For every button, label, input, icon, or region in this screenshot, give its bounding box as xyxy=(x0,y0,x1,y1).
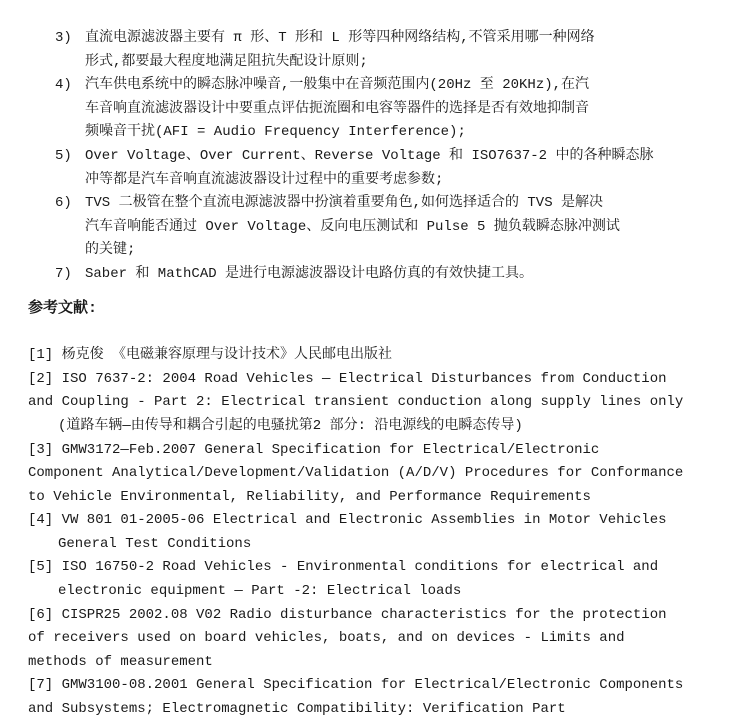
text-line: 车音响直流滤波器设计中要重点评估扼流圈和电容等器件的选择是否有效地抑制音 xyxy=(85,100,589,117)
list-item-text xyxy=(85,145,705,192)
text-line: 频噪音干扰(AFI = Audio Frequency Interference); xyxy=(85,124,466,141)
text-line: Saber 和 MathCAD 是进行电源滤波器设计电路仿真的有效快捷工具。 xyxy=(85,265,534,282)
text-line: 汽车供电系统中的瞬态脉冲噪音,一般集中在音频范围内(20Hz 至 20KHz),在汽 xyxy=(85,77,590,94)
text-line: 冲等都是汽车音响直流滤波器设计过程中的重要考虑参数; xyxy=(85,171,444,188)
conclusion-item xyxy=(55,145,705,192)
conclusion-item xyxy=(55,74,705,145)
text-line: [5] ISO 16750-2 Road Vehicles - Environmental conditions for electrical and xyxy=(28,559,659,576)
reference-item xyxy=(28,556,705,603)
list-item-text xyxy=(85,192,705,263)
reference-item xyxy=(28,344,705,368)
list-item-marker: 4) xyxy=(55,77,72,94)
text-line: methods of measurement xyxy=(28,653,213,670)
list-item-marker: 7) xyxy=(55,265,72,282)
reference-item xyxy=(28,368,705,439)
conclusion-item xyxy=(55,263,705,287)
reference-item xyxy=(28,439,705,510)
text-line: [4] VW 801 01-2005-06 Electrical and Electronic Assemblies in Motor Vehicles xyxy=(28,512,667,529)
text-line: Over Voltage、Over Current、Reverse Voltage 和 ISO7637-2 中的各种瞬态脉 xyxy=(85,147,654,164)
text-line: Component Analytical/Development/Validation (A/D/V) Procedures for Conformance xyxy=(28,465,684,482)
text-line: [3] GMW3172—Feb.2007 General Specification for Electrical/Electronic xyxy=(28,441,600,458)
conclusion-item xyxy=(55,192,705,263)
text-line: to Vehicle Environmental, Reliability, and Performance Requirements xyxy=(28,488,591,505)
text-line: and Subsystems; Electromagnetic Compatibility: Verification Part xyxy=(28,701,566,718)
text-line: 的关键; xyxy=(85,242,136,259)
text-line: [7] GMW3100-08.2001 General Specification for Electrical/Electronic Components xyxy=(28,677,684,694)
text-line: 汽车音响能否通过 Over Voltage、反向电压测试和 Pulse 5 抛负载瞬态脉冲测试 xyxy=(85,218,620,235)
conclusion-item xyxy=(55,27,705,74)
references-heading: 参考文献: xyxy=(28,299,98,317)
conclusion-list xyxy=(55,27,705,287)
text-line: of receivers used on board vehicles, boats, and on devices - Limits and xyxy=(28,630,625,647)
list-item-text xyxy=(85,263,705,287)
text-line: [2] ISO 7637-2: 2004 Road Vehicles — Electrical Disturbances from Conduction xyxy=(28,370,667,387)
list-item-text xyxy=(85,74,705,145)
list-item-marker: 3) xyxy=(55,30,72,46)
text-line: electronic equipment — Part -2: Electrical loads xyxy=(58,583,462,600)
reference-item xyxy=(28,604,705,675)
list-item-marker: 5) xyxy=(55,147,72,164)
list-item-text xyxy=(85,27,705,74)
reference-item xyxy=(28,509,705,556)
text-line: General Test Conditions xyxy=(58,535,252,552)
text-line: 形式,都要最大程度地满足阻抗失配设计原则; xyxy=(85,53,368,70)
text-line: [6] CISPR25 2002.08 V02 Radio disturbance characteristics for the protection xyxy=(28,606,667,623)
text-line: TVS 二极管在整个直流电源滤波器中扮演着重要角色,如何选择适合的 TVS 是解决 xyxy=(85,195,604,212)
list-item-marker: 6) xyxy=(55,195,72,212)
text-line: and Coupling - Part 2: Electrical transient conduction along supply lines only xyxy=(28,394,684,411)
text-line: (道路车辆—由传导和耦合引起的电骚扰第2 部分: 沿电源线的电瞬态传导) xyxy=(58,417,523,434)
reference-item xyxy=(28,674,705,721)
text-line: [1] 杨克俊 《电磁兼容原理与设计技术》人民邮电出版社 xyxy=(28,347,393,364)
reference-list xyxy=(28,344,705,722)
text-line: 直流电源滤波器主要有 π 形、T 形和 L 形等四种网络结构,不管采用哪一种网络 xyxy=(85,30,595,46)
